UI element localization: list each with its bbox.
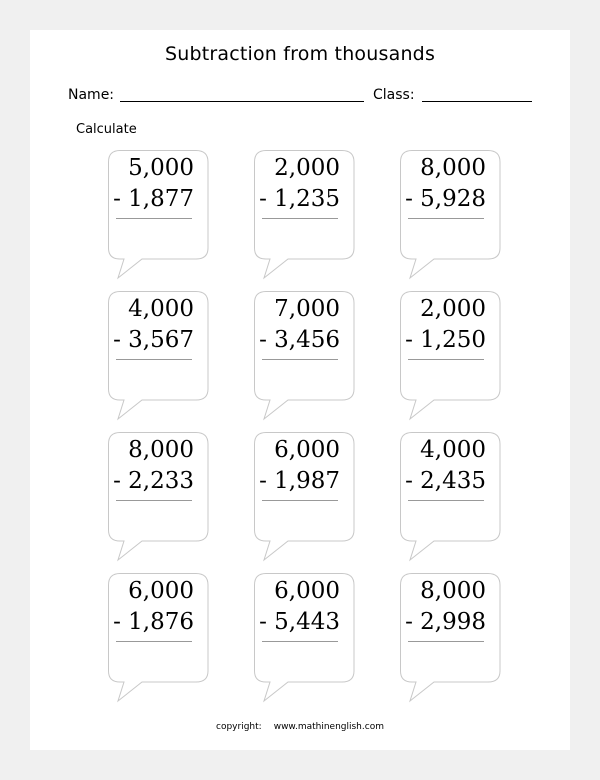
subtrahend: - 2,998 <box>405 609 486 635</box>
problem-bubble <box>400 432 510 577</box>
answer-line <box>408 218 484 219</box>
answer-line <box>116 641 192 642</box>
minuend: 2,000 <box>420 296 486 322</box>
copyright-link[interactable]: www.mathinenglish.com <box>273 722 384 732</box>
minuend: 6,000 <box>274 437 340 463</box>
minuend: 4,000 <box>128 296 194 322</box>
subtrahend: - 5,928 <box>405 186 486 212</box>
name-label: Name: <box>68 87 115 103</box>
answer-line <box>408 500 484 501</box>
problem-bubble <box>108 150 218 295</box>
answer-line <box>116 359 192 360</box>
subtrahend: - 1,877 <box>113 186 194 212</box>
copyright-label: copyright: <box>216 722 262 732</box>
problem-bubble <box>108 573 218 718</box>
minuend: 6,000 <box>274 578 340 604</box>
minuend: 5,000 <box>128 155 194 181</box>
problem-bubble <box>400 150 510 295</box>
answer-line <box>116 218 192 219</box>
subtrahend: - 3,567 <box>113 327 194 353</box>
subtrahend: - 2,233 <box>113 468 194 494</box>
class-blank-line <box>422 101 532 102</box>
answer-line <box>262 641 338 642</box>
problem-bubble <box>254 150 364 295</box>
problem-bubble <box>400 291 510 436</box>
answer-line <box>408 359 484 360</box>
answer-line <box>262 500 338 501</box>
name-blank-line <box>120 101 364 102</box>
problem-bubble <box>108 432 218 577</box>
answer-line <box>262 218 338 219</box>
subtrahend: - 2,435 <box>405 468 486 494</box>
subtrahend: - 1,876 <box>113 609 194 635</box>
subtrahend: - 3,456 <box>259 327 340 353</box>
answer-line <box>408 641 484 642</box>
worksheet-title: Subtraction from thousands <box>164 43 436 65</box>
problem-bubble <box>254 573 364 718</box>
answer-line <box>262 359 338 360</box>
footer <box>30 722 570 732</box>
minuend: 7,000 <box>274 296 340 322</box>
worksheet-page <box>30 30 570 750</box>
minuend: 8,000 <box>420 578 486 604</box>
minuend: 8,000 <box>128 437 194 463</box>
minuend: 2,000 <box>274 155 340 181</box>
problem-bubble <box>108 291 218 436</box>
instruction-text: Calculate <box>76 122 137 137</box>
class-label: Class: <box>373 87 415 103</box>
problem-bubble <box>254 291 364 436</box>
problem-bubble <box>400 573 510 718</box>
answer-line <box>116 500 192 501</box>
subtrahend: - 5,443 <box>259 609 340 635</box>
problem-bubble <box>254 432 364 577</box>
subtrahend: - 1,987 <box>259 468 340 494</box>
subtrahend: - 1,250 <box>405 327 486 353</box>
minuend: 6,000 <box>128 578 194 604</box>
minuend: 4,000 <box>420 437 486 463</box>
minuend: 8,000 <box>420 155 486 181</box>
subtrahend: - 1,235 <box>259 186 340 212</box>
